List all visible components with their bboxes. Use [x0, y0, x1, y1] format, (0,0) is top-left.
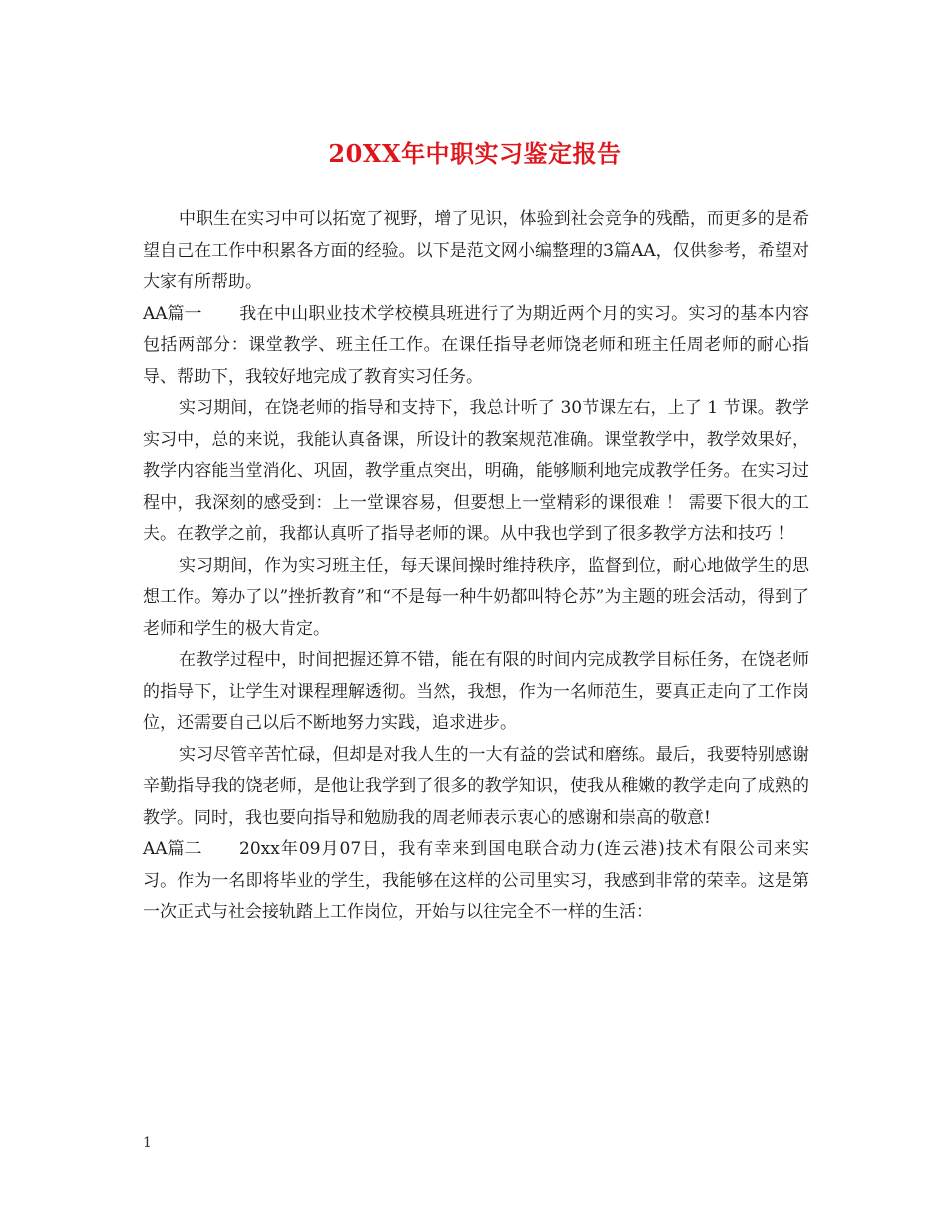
paragraph-section-one	[143, 299, 809, 394]
paragraph-text: 中职生在实习中可以拓宽了视野，增了见识，体验到社会竞争的残酷，而更多的是希望自己在工作中积累各方面的经验。以下是范文网小编整理的3篇AA，仅供参考，希望对大家有所帮助。	[143, 209, 809, 292]
document-body	[143, 204, 809, 929]
paragraph-body	[143, 740, 809, 835]
paragraph-text: 20xx年09月07日，我有幸来到国电联合动力(连云港)技术有限公司来实习。作为一名即将毕业的学生，我能够在这样的公司里实习，我感到非常的荣幸。这是第一次正式与社会接轨踏上工作岗位，开始与以往完全不一样的生活：	[143, 839, 809, 922]
paragraph-body	[143, 551, 809, 646]
paragraph-text: 我在中山职业技术学校模具班进行了为期近两个月的实习。实习的基本内容包括两部分：课堂教学、班主任工作。在课任指导老师饶老师和班主任周老师的耐心指导、帮助下，我较好地完成了教育实习任务。	[143, 303, 809, 387]
paragraph-body	[143, 645, 809, 740]
paragraph-text: 在教学过程中，时间把握还算不错，能在有限的时间内完成教学目标任务，在饶老师的指导下，让学生对课程理解透彻。当然，我想，作为一名师范生，要真正走向了工作岗位，还需要自己以后不断地努力实践，追求进步。	[143, 650, 809, 733]
paragraph-intro	[143, 204, 809, 299]
paragraph-text: 实习期间，在饶老师的指导和支持下，我总计听了 30节课左右，上了 1 节课。教学实习中，总的来说，我能认真备课，所设计的教案规范准确。课堂教学中，教学效果好，教学内容能当堂消化、巩固，教学重点突出，明确，能够顺利地完成教学任务。在实习过程中，我深刻的感受到：上一堂课容易，但要想上一堂精彩的课很难 ！ 需要下很大的工夫。在教学之前，我都认真听了指导老师的课。从中我也学到了很多教学方法和技巧 ！	[143, 398, 809, 544]
section-label: AA篇一	[143, 303, 202, 324]
paragraph-section-two	[143, 834, 809, 929]
section-label: AA篇二	[143, 839, 202, 859]
paragraph-text: 实习期间，作为实习班主任，每天课间操时维持秩序，监督到位，耐心地做学生的思想工作。筹办了以”挫折教育”和“不是每一种牛奶都叫特仑苏”为主题的班会活动，得到了老师和学生的极大肯定。	[143, 555, 809, 639]
paragraph-text: 实习尽管辛苦忙碌，但却是对我人生的一大有益的尝试和磨练。最后，我要特别感谢辛勤指导我的饶老师，是他让我学到了很多的教学知识，使我从稚嫩的教学走向了成熟的教学。同时，我也要向指导和勉励我的周老师表示衷心的感谢和崇高的敬意!	[143, 744, 809, 828]
document-title: 20XX年中职实习鉴定报告	[328, 139, 622, 168]
paragraph-body	[143, 393, 809, 551]
page-number: 1	[143, 1135, 152, 1151]
